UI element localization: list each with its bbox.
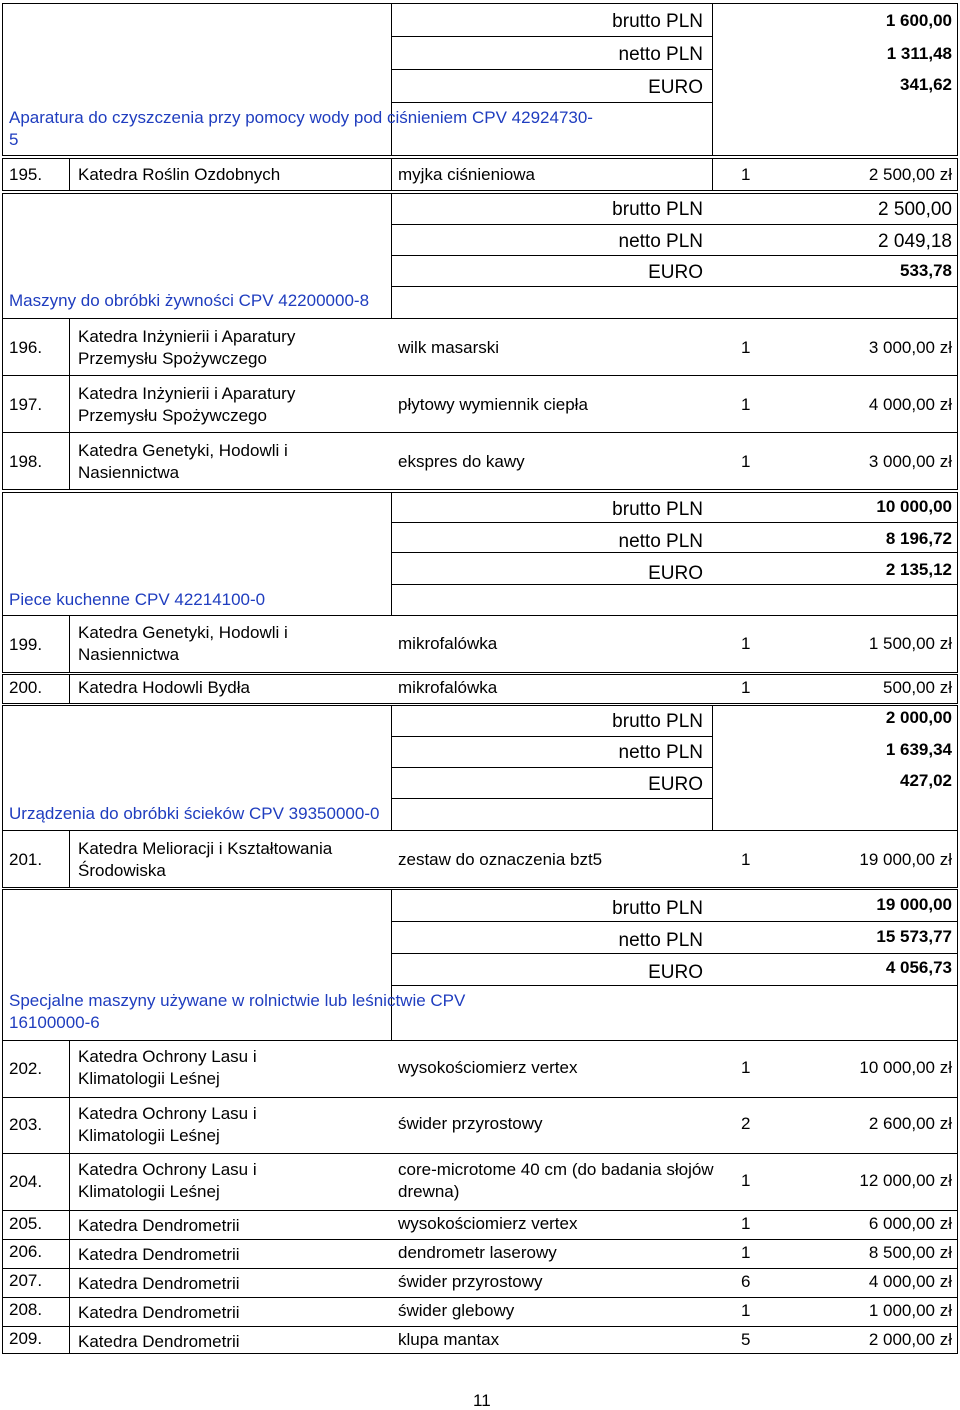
row-department: Katedra Inżynierii i Aparatury Przemysłu Spożywczego bbox=[78, 384, 296, 425]
netto-label: netto PLN bbox=[618, 531, 703, 552]
row-price: 10 000,00 zł bbox=[859, 1058, 952, 1077]
row-quantity: 1 bbox=[741, 678, 751, 697]
row-price: 6 000,00 zł bbox=[868, 1214, 952, 1233]
row-department: Katedra Dendrometrii bbox=[78, 1303, 240, 1322]
euro-value: 533,78 bbox=[900, 261, 952, 280]
row-number: 195. bbox=[9, 165, 43, 184]
row-number: 206. bbox=[9, 1242, 43, 1261]
netto-value: 1 311,48 bbox=[886, 44, 952, 63]
euro-label: EURO bbox=[648, 774, 703, 795]
row-number: 207. bbox=[9, 1271, 43, 1290]
row-number: 200. bbox=[9, 678, 43, 697]
row-item: świder glebowy bbox=[398, 1301, 515, 1320]
euro-value: 2 135,12 bbox=[885, 560, 952, 579]
row-department: Katedra Hodowli Bydła bbox=[78, 678, 250, 697]
euro-value: 341,62 bbox=[900, 75, 952, 94]
brutto-value: 19 000,00 bbox=[876, 895, 952, 914]
row-price: 1 500,00 zł bbox=[868, 634, 952, 653]
row-item: świder przyrostowy bbox=[398, 1272, 543, 1291]
row-department: Katedra Roślin Ozdobnych bbox=[78, 165, 281, 184]
row-quantity: 1 bbox=[741, 634, 751, 653]
row-quantity: 6 bbox=[741, 1272, 751, 1291]
brutto-value: 2 000,00 bbox=[885, 708, 952, 727]
row-quantity: 1 bbox=[741, 1058, 751, 1077]
row-price: 19 000,00 zł bbox=[859, 850, 952, 869]
row-quantity: 1 bbox=[741, 165, 751, 184]
euro-label: EURO bbox=[648, 77, 703, 98]
row-item: klupa mantax bbox=[398, 1330, 500, 1349]
brutto-label: brutto PLN bbox=[612, 898, 703, 919]
row-number: 199. bbox=[9, 635, 43, 654]
row-price: 2 500,00 zł bbox=[868, 165, 952, 184]
row-quantity: 1 bbox=[741, 1301, 751, 1320]
row-item: zestaw do oznaczenia bzt5 bbox=[398, 850, 603, 869]
row-number: 209. bbox=[9, 1329, 43, 1348]
row-price: 3 000,00 zł bbox=[868, 338, 952, 357]
row-price: 2 600,00 zł bbox=[868, 1114, 952, 1133]
row-department: Katedra Ochrony Lasu i Klimatologii Leśnej bbox=[78, 1047, 257, 1088]
row-department: Katedra Dendrometrii bbox=[78, 1332, 240, 1351]
category-heading: Urządzenia do obróbki ścieków CPV 39350000-0 bbox=[9, 804, 380, 823]
row-department: Katedra Melioracji i Kształtowania Środowiska bbox=[78, 839, 333, 880]
row-item: wysokościomierz vertex bbox=[398, 1214, 578, 1233]
netto-label: netto PLN bbox=[618, 930, 703, 951]
row-price: 2 000,00 zł bbox=[868, 1330, 952, 1349]
row-quantity: 1 bbox=[741, 1214, 751, 1233]
row-department: Katedra Ochrony Lasu i Klimatologii Leśnej bbox=[78, 1104, 257, 1145]
category-heading: Piece kuchenne CPV 42214100-0 bbox=[9, 590, 266, 609]
netto-value: 8 196,72 bbox=[885, 529, 952, 548]
brutto-label: brutto PLN bbox=[612, 199, 703, 220]
row-quantity: 1 bbox=[741, 1243, 751, 1262]
netto-label: netto PLN bbox=[618, 231, 703, 252]
row-item: wysokościomierz vertex bbox=[398, 1058, 578, 1077]
row-number: 205. bbox=[9, 1214, 43, 1233]
row-department: Katedra Inżynierii i Aparatury Przemysłu Spożywczego bbox=[78, 327, 296, 368]
row-quantity: 1 bbox=[741, 395, 751, 414]
row-number: 203. bbox=[9, 1115, 43, 1134]
brutto-value: 10 000,00 bbox=[876, 497, 952, 516]
brutto-value: 2 500,00 bbox=[878, 199, 952, 220]
brutto-label: brutto PLN bbox=[612, 711, 703, 732]
euro-label: EURO bbox=[648, 962, 703, 983]
page-number: 11 bbox=[473, 1391, 491, 1410]
row-number: 196. bbox=[9, 338, 43, 357]
row-number: 198. bbox=[9, 452, 43, 471]
netto-value: 1 639,34 bbox=[885, 740, 952, 759]
row-item: ekspres do kawy bbox=[398, 452, 525, 471]
row-quantity: 2 bbox=[741, 1114, 751, 1133]
brutto-label: brutto PLN bbox=[612, 499, 703, 520]
row-department: Katedra Ochrony Lasu i Klimatologii Leśnej bbox=[78, 1160, 257, 1201]
row-price: 1 000,00 zł bbox=[868, 1301, 952, 1320]
euro-value: 427,02 bbox=[900, 771, 952, 790]
row-item: mikrofalówka bbox=[398, 678, 498, 697]
row-item: wilk masarski bbox=[398, 338, 500, 357]
netto-value: 2 049,18 bbox=[878, 231, 952, 252]
row-item: świder przyrostowy bbox=[398, 1114, 543, 1133]
row-number: 208. bbox=[9, 1300, 43, 1319]
row-quantity: 5 bbox=[741, 1330, 751, 1349]
row-number: 202. bbox=[9, 1059, 43, 1078]
row-department: Katedra Dendrometrii bbox=[78, 1245, 240, 1264]
netto-label: netto PLN bbox=[618, 742, 703, 763]
row-quantity: 1 bbox=[741, 1171, 751, 1190]
row-price: 8 500,00 zł bbox=[868, 1243, 952, 1262]
category-heading: Maszyny do obróbki żywności CPV 42200000-8 bbox=[9, 291, 370, 310]
row-department: Katedra Dendrometrii bbox=[78, 1274, 240, 1293]
row-item: myjka ciśnieniowa bbox=[398, 165, 535, 184]
row-price: 12 000,00 zł bbox=[859, 1171, 952, 1190]
row-price: 500,00 zł bbox=[883, 678, 952, 697]
row-quantity: 1 bbox=[741, 850, 751, 869]
row-price: 4 000,00 zł bbox=[868, 1272, 952, 1291]
row-quantity: 1 bbox=[741, 338, 751, 357]
row-item: płytowy wymiennik ciepła bbox=[398, 395, 588, 414]
row-quantity: 1 bbox=[741, 452, 751, 471]
row-item: mikrofalówka bbox=[398, 634, 498, 653]
brutto-label: brutto PLN bbox=[612, 11, 703, 32]
netto-value: 15 573,77 bbox=[876, 927, 952, 946]
row-department: Katedra Dendrometrii bbox=[78, 1216, 240, 1235]
row-department: Katedra Genetyki, Hodowli i Nasiennictwa bbox=[78, 441, 288, 482]
row-number: 204. bbox=[9, 1172, 43, 1191]
euro-label: EURO bbox=[648, 262, 703, 283]
netto-label: netto PLN bbox=[618, 44, 703, 65]
category-heading: Aparatura do czyszczenia przy pomocy wody pod ciśnieniem CPV 42924730-5 bbox=[9, 108, 593, 149]
row-number: 201. bbox=[9, 850, 43, 869]
row-price: 3 000,00 zł bbox=[868, 452, 952, 471]
row-item: dendrometr laserowy bbox=[398, 1243, 557, 1262]
row-item: core-microtome 40 cm (do badania słojów drewna) bbox=[398, 1160, 714, 1201]
category-heading: Specjalne maszyny używane w rolnictwie lub leśnictwie CPV 16100000-6 bbox=[9, 991, 466, 1032]
row-department: Katedra Genetyki, Hodowli i Nasiennictwa bbox=[78, 623, 288, 664]
euro-label: EURO bbox=[648, 563, 703, 584]
brutto-value: 1 600,00 bbox=[885, 11, 952, 30]
row-number: 197. bbox=[9, 395, 43, 414]
row-price: 4 000,00 zł bbox=[868, 395, 952, 414]
euro-value: 4 056,73 bbox=[885, 958, 952, 977]
